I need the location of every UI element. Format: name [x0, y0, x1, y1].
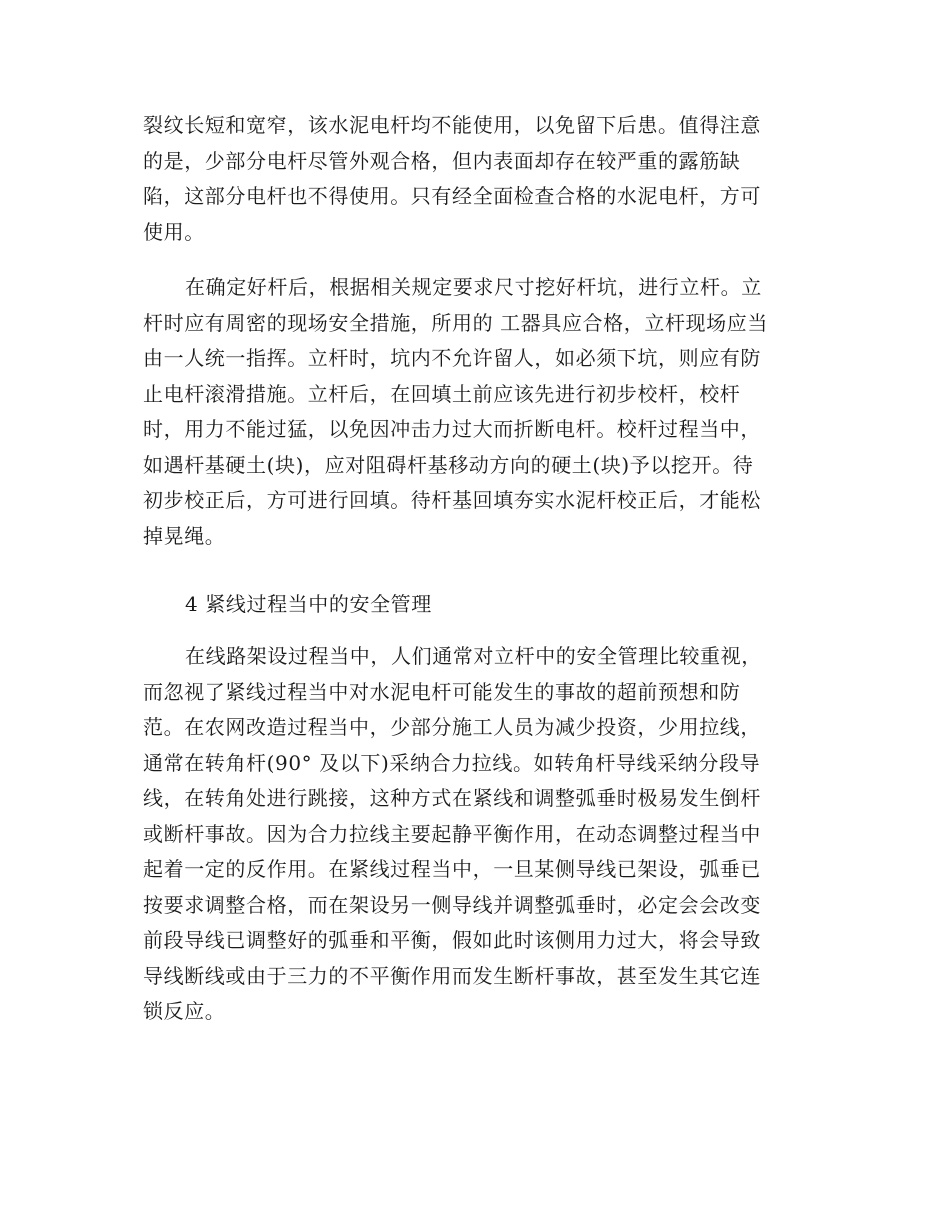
text-line: 在线路架设过程当中，人们通常对立杆中的安全管理比较重视， — [185, 644, 762, 668]
text-line: 范。在农网改造过程当中，少部分施工人员为减少投资，少用拉线， — [143, 715, 761, 739]
text-line: 掉晃绳。 — [143, 523, 226, 548]
text-line: 陷，这部分电杆也不得使用。只有经全面检查合格的水泥电杆，方可 — [143, 184, 761, 208]
text-line: 锁反应。 — [143, 999, 226, 1023]
paragraph-defective-poles — [143, 108, 808, 250]
text-line: 前段导线已调整好的弧垂和平衡，假如此时该侧用力过大，将会导致 — [143, 928, 761, 952]
text-line: 使用。 — [143, 219, 205, 244]
text-line: 而忽视了紧线过程当中对水泥电杆可能发生的事故的超前预想和防 — [143, 679, 741, 704]
text-line: 在确定好杆后，根据相关规定要求尺寸挖好杆坑，进行立杆。立 — [185, 275, 762, 299]
section-heading — [143, 587, 808, 623]
text-line: 如遇杆基硬土(块)，应对阻碍杆基移动方向的硬土(块)予以挖开。待 — [143, 452, 754, 477]
text-line: 的是，少部分电杆尽管外观合格，但内表面却存在较严重的露筋缺 — [143, 148, 741, 173]
section-heading-text: 4 紧线过程当中的安全管理 — [185, 592, 432, 616]
text-line: 起着一定的反作用。在紧线过程当中，一旦某侧导线已架设，弧垂已 — [143, 857, 761, 881]
paragraph-tensioning-safety — [143, 639, 808, 1030]
text-line: 线，在转角处进行跳接，这种方式在紧线和调整弧垂时极易发生倒杆 — [143, 786, 761, 810]
text-line: 止电杆滚滑措施。立杆后，在回填土前应该先进行初步校杆，校杆 — [143, 381, 741, 406]
text-line: 通常在转角杆(90° 及以下)采纳合力拉线。如转角杆导线采纳分段导 — [143, 750, 761, 775]
paragraph-pole-erection — [143, 270, 808, 554]
text-line: 初步校正后，方可进行回填。待杆基回填夯实水泥杆校正后，才能松 — [143, 488, 761, 512]
text-line: 或断杆事故。因为合力拉线主要起静平衡作用，在动态调整过程当中 — [143, 821, 761, 846]
text-line: 按要求调整合格，而在架设另一侧导线并调整弧垂时，必定会会改变 — [143, 892, 761, 917]
text-line: 裂纹长短和宽窄，该水泥电杆均不能使用，以免留下后患。值得注意 — [143, 113, 761, 137]
text-line: 由一人统一指挥。立杆时，坑内不允许留人，如必须下坑，则应有防 — [143, 346, 761, 370]
text-line: 时，用力不能过猛，以免因冲击力过大而折断电杆。校杆过程当中， — [143, 417, 761, 441]
text-line: 杆时应有周密的现场安全措施，所用的 工器具应合格，立杆现场应当 — [143, 310, 768, 335]
text-line: 导线断线或由于三力的不平衡作用而发生断杆事故，甚至发生其它连 — [143, 963, 761, 988]
